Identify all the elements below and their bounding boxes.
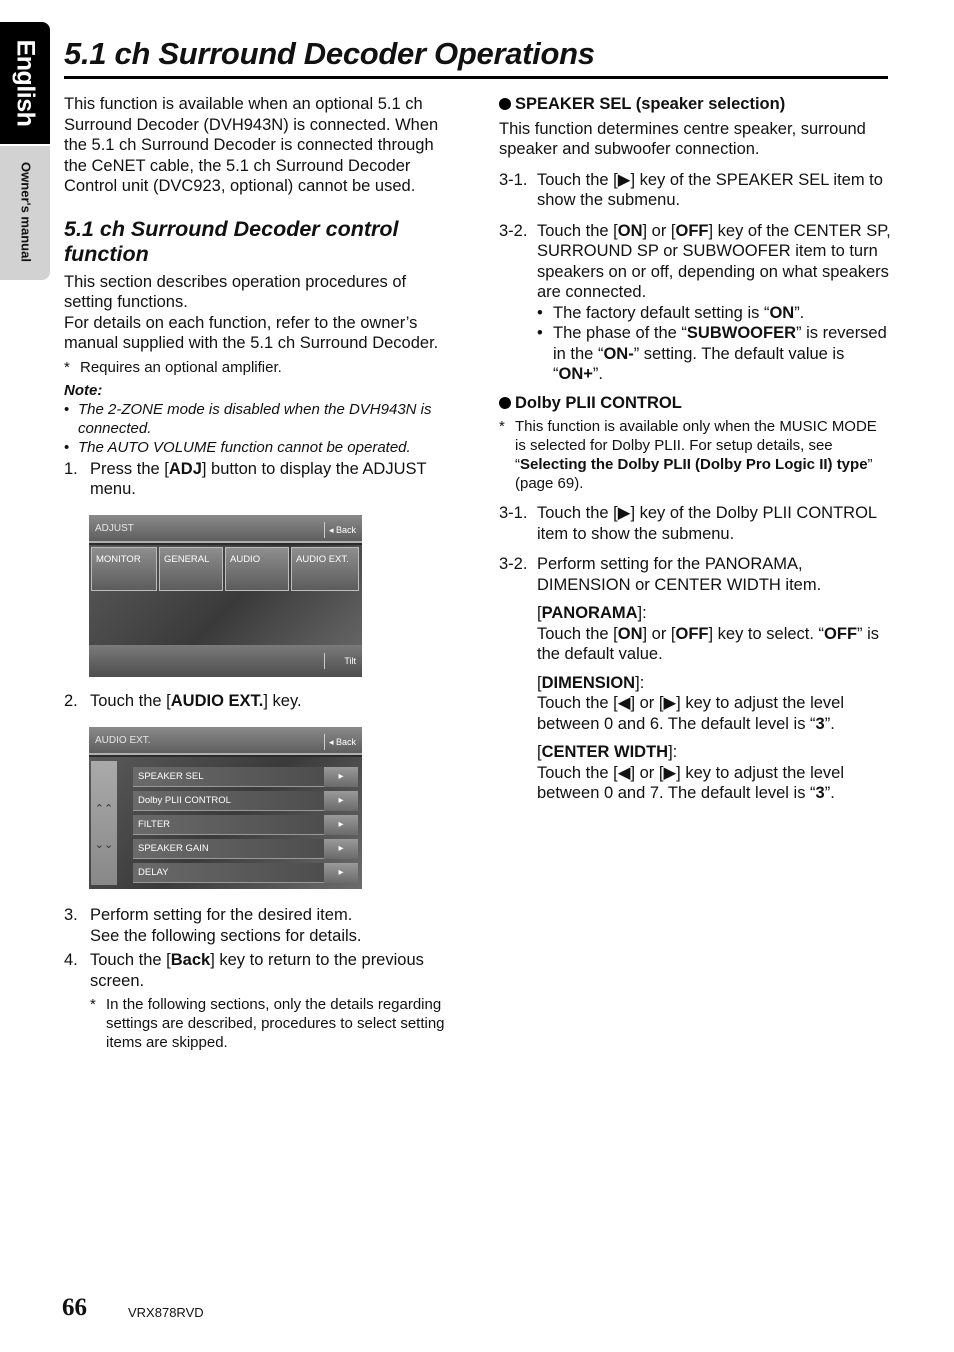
sub-heading: 5.1 ch Surround Decoder control function [64, 216, 399, 266]
chevron-right-icon[interactable]: ▸ [324, 767, 358, 787]
list-item-dolby-plii[interactable]: Dolby PLII CONTROL ▸ [133, 791, 358, 811]
back-arrow-icon: ◂ [328, 524, 336, 535]
step-3: 3. Perform setting for the desired item. See the following sections for details. [64, 906, 362, 945]
chevron-right-icon[interactable]: ▸ [324, 791, 358, 811]
amplifier-note: * Requires an optional amplifier. [64, 358, 456, 377]
language-tab [0, 22, 50, 144]
speaker-sel-step-2: 3-2. Touch the [ON] or [OFF] key of the CENTER SP, SURROUND SP or SUBWOOFER item to turn speakers on or off, depending on what speakers are connected. • The factory default setting is “ON”. • The phase of the “SUBWOOFER” is reversed in the “ON-” setting. The default value is “ON+”. [499, 221, 891, 385]
right-arrow-icon: ▶ [663, 763, 677, 782]
audio-ext-button[interactable]: AUDIO EXT. [291, 547, 359, 591]
general-button[interactable]: GENERAL [159, 547, 223, 591]
list-item-delay[interactable]: DELAY ▸ [133, 863, 358, 883]
note-title: Note: [64, 381, 103, 399]
description-2: For details on each function, refer to the owner’s manual supplied with the 5.1 ch Surround Decoder. [64, 313, 439, 352]
list-item-filter[interactable]: FILTER ▸ [133, 815, 358, 835]
bullet-dot-icon [499, 98, 511, 110]
default-setting-bullet: • The factory default setting is “ON”. [537, 303, 891, 324]
scroll-panel [91, 761, 117, 885]
plii-step-2: 3-2. Perform setting for the PANORAMA, DIMENSION or CENTER WIDTH item. [499, 555, 822, 594]
step-4: 4. Touch the [Back] key to return to the previous screen. [64, 951, 424, 990]
right-arrow-icon: ▶ [663, 694, 677, 712]
step-1: 1. Press the [ADJ] button to display the ADJUST menu. [64, 459, 427, 498]
screen-header [89, 727, 362, 755]
page-number: 66 [62, 1294, 87, 1321]
note-item-2: • The AUTO VOLUME function cannot be operated. [64, 438, 456, 457]
panorama-param: [PANORAMA]: Touch the [ON] or [OFF] key to select. “OFF” is the default value. [537, 604, 880, 663]
description-1: This section describes operation procedures of setting functions. [64, 272, 407, 311]
adjust-menu-screenshot [89, 515, 362, 677]
screen-title: AUDIO EXT. [95, 735, 151, 746]
scroll-down-icon[interactable]: ⌄⌄ [94, 839, 114, 851]
speaker-sel-heading: SPEAKER SEL (speaker selection) [499, 94, 891, 115]
section-label: Owner's manual [18, 162, 34, 262]
plii-heading: Dolby PLII CONTROL [499, 393, 891, 414]
center-width-param: [CENTER WIDTH]: Touch the [◀] or [▶] key to adjust the level between 0 and 7. The default level is “3”. [537, 743, 845, 802]
tilt-button[interactable]: Tilt [324, 653, 358, 669]
bullet-dot-icon [499, 397, 511, 409]
audio-ext-screenshot [89, 727, 362, 889]
language-label: English [11, 39, 40, 127]
note-item-1: • The 2-ZONE mode is disabled when the DVH943N is connected. [64, 400, 456, 438]
speaker-sel-description: This function determines centre speaker, surround speaker and subwoofer connection. [499, 119, 866, 158]
left-arrow-icon: ◀ [617, 694, 631, 712]
subwoofer-phase-bullet: • The phase of the “SUBWOOFER” is reversed in the “ON-” setting. The default value is “ON+”. [537, 323, 891, 385]
page-title: 5.1 ch Surround Decoder Operations [64, 36, 595, 71]
screen-footer [89, 645, 362, 677]
chevron-right-icon[interactable]: ▸ [324, 815, 358, 835]
title-rule [64, 76, 888, 79]
monitor-button[interactable]: MONITOR [91, 547, 157, 591]
section-tab [0, 146, 50, 280]
scroll-up-icon[interactable]: ⌃⌃ [94, 803, 114, 815]
plii-step-1: 3-1. Touch the [▶] key of the Dolby PLII CONTROL item to show the submenu. [499, 504, 877, 543]
list-item-speaker-gain[interactable]: SPEAKER GAIN ▸ [133, 839, 358, 859]
chevron-right-icon[interactable]: ▸ [324, 863, 358, 883]
back-button[interactable]: ◂ Back [324, 522, 358, 538]
left-arrow-icon: ◀ [617, 763, 631, 782]
intro-paragraph: This function is available when an optional 5.1 ch Surround Decoder (DVH943N) is connected. When the 5.1 ch Surround Decoder is connected through the CeNET cable, the 5.1 ch Surround Decoder Control unit (DVC923, optional) cannot be used. [64, 95, 439, 195]
right-column [499, 94, 891, 804]
list-item-speaker-sel[interactable]: SPEAKER SEL ▸ [133, 767, 358, 787]
step-4-note: * In the following sections, only the details regarding settings are described, procedures to select setting items are skipped. [90, 995, 456, 1052]
screen-header [89, 515, 362, 543]
screen-title: ADJUST [95, 522, 134, 534]
left-column [64, 94, 456, 1052]
speaker-sel-step-1: 3-1. Touch the [▶] key of the SPEAKER SEL item to show the submenu. [499, 170, 883, 209]
right-arrow-icon: ▶ [617, 170, 631, 189]
right-arrow-icon: ▶ [617, 504, 631, 522]
dimension-param: [DIMENSION]: Touch the [◀] or [▶] key to adjust the level between 0 and 6. The default level is “3”. [537, 673, 845, 733]
back-arrow-icon: ◂ [328, 737, 336, 747]
model-number: VRX878RVD [128, 1305, 204, 1320]
back-button[interactable]: ◂ Back [324, 734, 358, 750]
audio-button[interactable]: AUDIO [225, 547, 289, 591]
chevron-right-icon[interactable]: ▸ [324, 839, 358, 859]
plii-note: * This function is available only when the MUSIC MODE is selected for Dolby PLII. For setup details, see “Selecting the Dolby PLII (Dolby Pro Logic II) type” (page 69). [499, 417, 891, 493]
step-2: 2. Touch the [AUDIO EXT.] key. [64, 691, 302, 710]
